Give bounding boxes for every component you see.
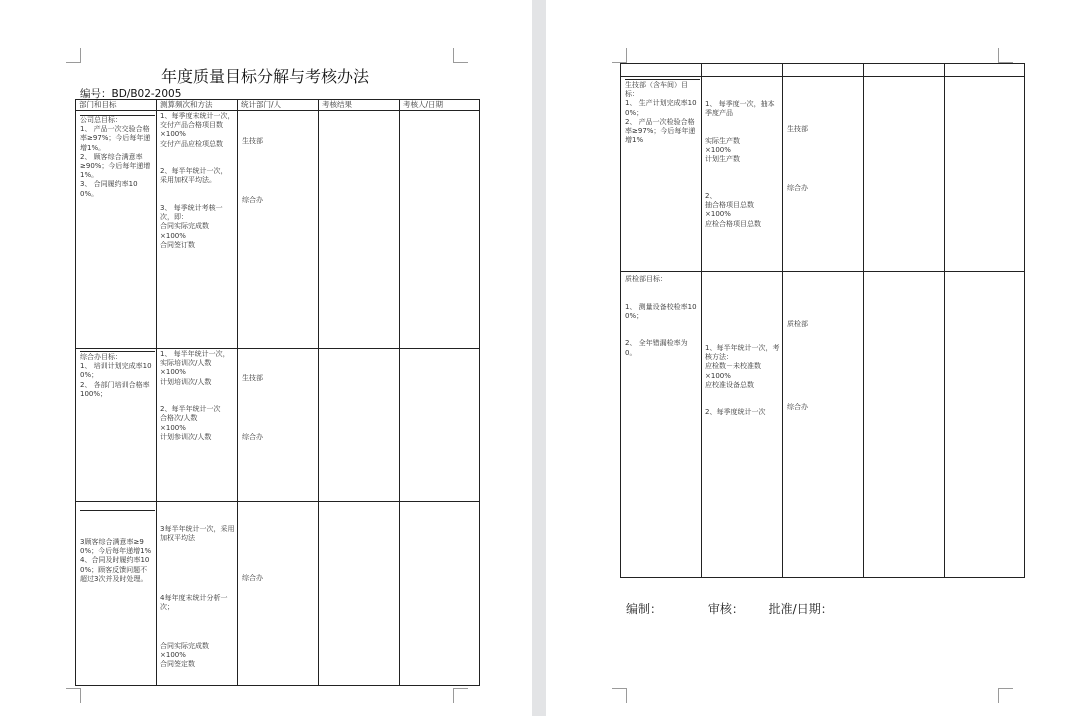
stat-dept-text: 生技部 (787, 125, 808, 133)
reviewed-by-label: 审核： (707, 602, 744, 616)
target-table (75, 99, 480, 686)
stat-dept-text: 综合办 (242, 574, 263, 582)
crop-mark (998, 688, 1013, 703)
admin-office-method-text: 1、 每半年统计一次， 实际培训次/人数 ×100% 计划培训次/人数 2、每半年统计一次 合格次/人数 ×100% 计划参训次/人数 (160, 350, 230, 441)
stat-dept-text: 质检部 (787, 320, 808, 328)
stat-dept-text: 生技部 (242, 374, 263, 382)
stat-dept-text: 生技部 (242, 137, 263, 145)
signature-line (626, 600, 833, 617)
stat-dept-text: 综合办 (242, 196, 263, 204)
crop-mark (612, 48, 627, 63)
satisfaction-method-text: 3每半年统计一次，采用加权平均法 (160, 525, 235, 543)
stat-dept-text: 综合办 (242, 433, 263, 441)
quality-inspection-method-text: 1、每半年统计一次，考核方法： 应检数－未校准数 ×100% 应校准设备总数 2、每季度统计一次 (705, 344, 780, 417)
contract-method-text: 4每年度末统计分析一次； (160, 594, 228, 612)
crop-mark (66, 688, 81, 703)
approved-date-label: 批准/日期： (768, 602, 833, 616)
stat-dept-text: 综合办 (787, 403, 808, 411)
document-number: 编号：BD/B02-2005 (80, 88, 182, 100)
company-method-text: 1、每季度末统计一次， 交付产品合格项目数 ×100% 交付产品应检项总数 2、每半年统计一次， 采用加权平均法。 3、 每季统计考核一次，即： 合同实际完成数 ×100% 合同签订数 (160, 112, 235, 249)
page-gutter (532, 0, 546, 716)
document-page-1 (0, 0, 532, 716)
quality-inspection-target-text: 质检部目标： 1、 测量设备校检率100%； 2、 全年错漏检率为0。 (625, 275, 697, 357)
table-header-cell: 测算频次和方法 (160, 100, 213, 109)
stat-dept-text: 综合办 (787, 184, 808, 192)
crop-mark (998, 48, 1013, 63)
crop-mark (66, 48, 81, 63)
contract-formula-text: 合同实际完成数 ×100% 合同签定数 (160, 642, 209, 669)
table-header-cell: 考核人/日期 (403, 100, 444, 109)
crop-mark (453, 48, 468, 63)
table-header-cell: 统计部门/人 (241, 100, 282, 109)
admin-office-target-text: 综合办目标： 1、 培训计划完成率100%； 2、 各部门培训合格率100%； (80, 353, 152, 398)
document-title: 年度质量目标分解与考核办法 (160, 67, 369, 86)
prepared-by-label: 编制： (626, 602, 663, 616)
crop-mark (453, 688, 468, 703)
production-target-text: 生技部（含车间）目标： 1、 生产计划完成率100%； 2、 产品一次检验合格率≥97%；今后每年递增1% (625, 81, 697, 145)
production-method-text: 1、 每季度一次，抽本季度产品 实际生产数 ×100% 计划生产数 2、 抽合格项目总数 ×100% 应检合格项目总数 (705, 100, 775, 228)
table-header-cell: 考核结果 (322, 100, 352, 109)
document-page-2 (546, 0, 1080, 716)
target-table-continued (620, 63, 1025, 578)
crop-mark (612, 688, 627, 703)
company-target-text: 公司总目标： 1、 产品一次交验合格率≥97%；今后每年递增1%。 2、 顾客综合满意率 ≥90%；今后每年递增1%。 3、 合同履约率100%。 (80, 116, 151, 198)
satisfaction-target-text: 3顾客综合满意率≥90%；今后每年递增1% 4、合同及时履约率100%；顾客反馈问题不超过3次并及时处理。 (80, 538, 152, 583)
table-header-cell: 部门和目标 (79, 100, 117, 109)
